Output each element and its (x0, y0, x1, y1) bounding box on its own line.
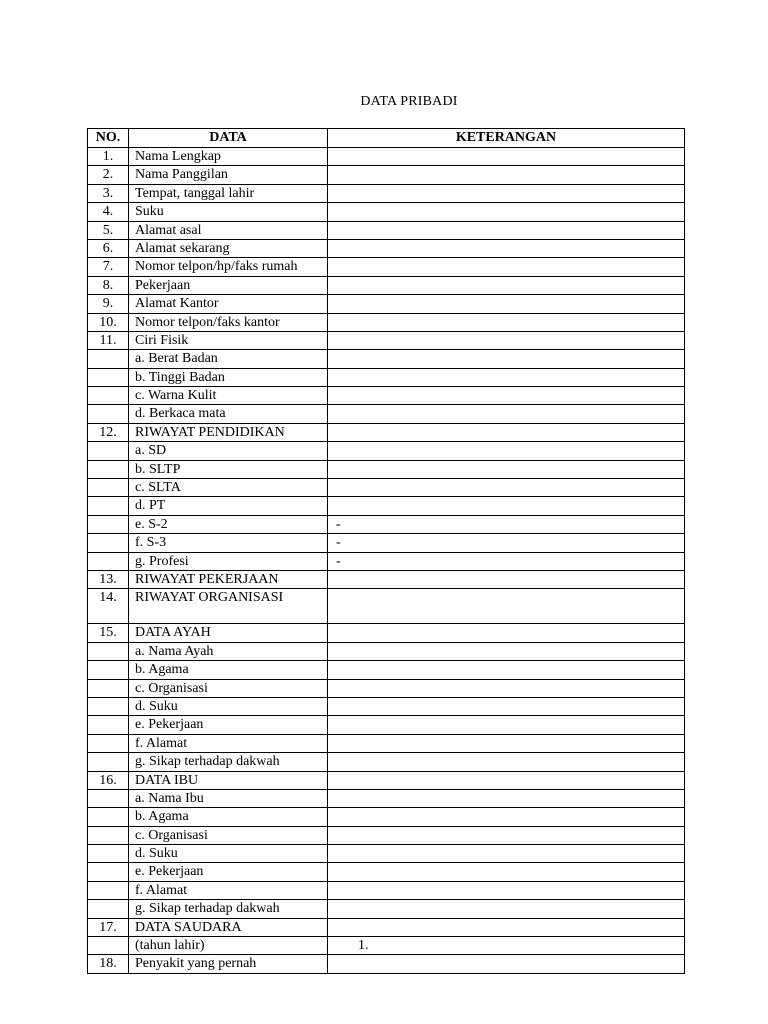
row-number (88, 679, 129, 697)
table-row (88, 258, 685, 276)
row-keterangan-field[interactable] (328, 753, 685, 771)
table-row (88, 166, 685, 184)
table-row (88, 881, 685, 899)
row-number (88, 716, 129, 734)
table-row (88, 239, 685, 257)
page-title: DATA PRIBADI (360, 94, 458, 109)
row-data-label: RIWAYAT PENDIDIKAN (129, 423, 328, 441)
row-data-label: b. Tinggi Badan (129, 368, 328, 386)
row-keterangan-field[interactable] (328, 900, 685, 918)
row-number: 6. (88, 239, 129, 257)
row-keterangan-field[interactable] (328, 276, 685, 294)
row-number: 15. (88, 624, 129, 642)
row-number (88, 479, 129, 497)
row-number (88, 863, 129, 881)
table-row (88, 203, 685, 221)
data-pribadi-table (87, 128, 685, 974)
table-row (88, 642, 685, 660)
row-number (88, 808, 129, 826)
row-data-label: d. PT (129, 497, 328, 515)
row-data-label: RIWAYAT ORGANISASI (129, 589, 328, 624)
table-row (88, 826, 685, 844)
row-number (88, 753, 129, 771)
row-keterangan-field[interactable] (328, 203, 685, 221)
table-row (88, 808, 685, 826)
row-data-label: e. S-2 (129, 515, 328, 533)
row-data-label: DATA IBU (129, 771, 328, 789)
row-keterangan-field[interactable] (328, 442, 685, 460)
header-keterangan: KETERANGAN (328, 129, 685, 148)
row-keterangan-field[interactable] (328, 350, 685, 368)
table-row (88, 697, 685, 715)
row-data-label: g. Sikap terhadap dakwah (129, 753, 328, 771)
row-number: 8. (88, 276, 129, 294)
row-number (88, 497, 129, 515)
row-number: 5. (88, 221, 129, 239)
row-data-label: Nama Panggilan (129, 166, 328, 184)
row-data-label: g. Sikap terhadap dakwah (129, 900, 328, 918)
row-keterangan-field[interactable] (328, 313, 685, 331)
row-keterangan-field[interactable] (328, 387, 685, 405)
row-data-label: c. Warna Kulit (129, 387, 328, 405)
row-keterangan-field[interactable] (328, 863, 685, 881)
table-row (88, 771, 685, 789)
row-keterangan-field[interactable] (328, 845, 685, 863)
row-number (88, 442, 129, 460)
row-data-label: (tahun lahir) (129, 937, 328, 955)
row-keterangan-field[interactable] (328, 148, 685, 166)
table-row (88, 734, 685, 752)
row-data-label: Nomor telpon/hp/faks rumah (129, 258, 328, 276)
table-row (88, 845, 685, 863)
row-keterangan-field[interactable] (328, 789, 685, 807)
row-keterangan-field[interactable] (328, 423, 685, 441)
table-row (88, 515, 685, 533)
row-keterangan-field[interactable] (328, 221, 685, 239)
row-data-label: f. Alamat (129, 734, 328, 752)
row-number: 11. (88, 331, 129, 349)
table-row (88, 460, 685, 478)
row-number: 14. (88, 589, 129, 624)
row-keterangan-field[interactable] (328, 184, 685, 202)
table-row (88, 937, 685, 955)
table-row (88, 387, 685, 405)
row-keterangan-field[interactable] (328, 771, 685, 789)
row-number (88, 697, 129, 715)
row-number: 16. (88, 771, 129, 789)
table-row (88, 368, 685, 386)
row-keterangan-field[interactable] (328, 570, 685, 588)
header-data: DATA (129, 129, 328, 148)
table-row (88, 534, 685, 552)
row-keterangan-field[interactable] (328, 808, 685, 826)
row-data-label: DATA AYAH (129, 624, 328, 642)
row-keterangan-field[interactable] (328, 405, 685, 423)
row-data-label: b. SLTP (129, 460, 328, 478)
row-keterangan-field[interactable] (328, 826, 685, 844)
row-data-label: Suku (129, 203, 328, 221)
row-number: 1. (88, 148, 129, 166)
row-number (88, 405, 129, 423)
row-data-label: DATA SAUDARA (129, 918, 328, 936)
row-data-label: Ciri Fisik (129, 331, 328, 349)
row-number (88, 387, 129, 405)
table-row (88, 331, 685, 349)
table-row (88, 679, 685, 697)
row-keterangan-field[interactable] (328, 295, 685, 313)
row-keterangan-field[interactable] (328, 166, 685, 184)
row-data-label: Nomor telpon/faks kantor (129, 313, 328, 331)
row-number (88, 534, 129, 552)
row-number (88, 826, 129, 844)
header-no: NO. (88, 129, 129, 148)
row-number (88, 515, 129, 533)
row-number: 2. (88, 166, 129, 184)
row-data-label: Penyakit yang pernah (129, 955, 328, 973)
table-row (88, 552, 685, 570)
row-number: 18. (88, 955, 129, 973)
row-keterangan-field[interactable]: - (328, 534, 685, 552)
table-row (88, 479, 685, 497)
table-row (88, 276, 685, 294)
row-data-label: b. Agama (129, 808, 328, 826)
table-row (88, 423, 685, 441)
row-keterangan-field[interactable]: - (328, 515, 685, 533)
row-number: 13. (88, 570, 129, 588)
row-number: 7. (88, 258, 129, 276)
row-keterangan-field[interactable] (328, 955, 685, 973)
row-data-label: d. Suku (129, 697, 328, 715)
row-data-label: f. Alamat (129, 881, 328, 899)
row-data-label: c. Organisasi (129, 679, 328, 697)
table-row (88, 184, 685, 202)
row-data-label: a. Nama Ayah (129, 642, 328, 660)
row-keterangan-field[interactable] (328, 258, 685, 276)
row-number (88, 368, 129, 386)
row-data-label: a. SD (129, 442, 328, 460)
row-data-label: Pekerjaan (129, 276, 328, 294)
row-number (88, 350, 129, 368)
table-row (88, 918, 685, 936)
row-data-label: e. Pekerjaan (129, 863, 328, 881)
row-number (88, 734, 129, 752)
table-header-row (88, 129, 685, 148)
row-data-label: d. Berkaca mata (129, 405, 328, 423)
row-number: 3. (88, 184, 129, 202)
row-keterangan-field[interactable] (328, 368, 685, 386)
table-row (88, 442, 685, 460)
row-keterangan-field[interactable] (328, 460, 685, 478)
table-row (88, 405, 685, 423)
row-number (88, 900, 129, 918)
row-data-label: Alamat asal (129, 221, 328, 239)
row-keterangan-field[interactable] (328, 661, 685, 679)
row-data-label: Nama Lengkap (129, 148, 328, 166)
table-row (88, 221, 685, 239)
table-row (88, 753, 685, 771)
row-keterangan-field[interactable] (328, 497, 685, 515)
table-row (88, 148, 685, 166)
row-number (88, 642, 129, 660)
row-number: 17. (88, 918, 129, 936)
row-keterangan-field[interactable] (328, 679, 685, 697)
row-data-label: Tempat, tanggal lahir (129, 184, 328, 202)
row-keterangan-field[interactable] (328, 479, 685, 497)
row-keterangan-field[interactable] (328, 716, 685, 734)
row-keterangan-field[interactable] (328, 624, 685, 642)
row-data-label: c. Organisasi (129, 826, 328, 844)
table-row (88, 295, 685, 313)
row-keterangan-field[interactable] (328, 734, 685, 752)
row-keterangan-field[interactable] (328, 918, 685, 936)
row-number (88, 881, 129, 899)
table-row (88, 589, 685, 624)
row-keterangan-field[interactable] (328, 331, 685, 349)
row-number (88, 661, 129, 679)
row-number: 12. (88, 423, 129, 441)
row-number (88, 552, 129, 570)
row-keterangan-field[interactable] (328, 239, 685, 257)
row-keterangan-field[interactable]: 1. (328, 937, 685, 955)
row-data-label: g. Profesi (129, 552, 328, 570)
row-data-label: a. Nama Ibu (129, 789, 328, 807)
table-row (88, 497, 685, 515)
row-number (88, 845, 129, 863)
table-row (88, 716, 685, 734)
row-number (88, 789, 129, 807)
row-number (88, 937, 129, 955)
row-number: 9. (88, 295, 129, 313)
row-data-label: c. SLTA (129, 479, 328, 497)
table-row (88, 624, 685, 642)
row-number (88, 460, 129, 478)
table-row (88, 313, 685, 331)
row-data-label: f. S-3 (129, 534, 328, 552)
row-data-label: d. Suku (129, 845, 328, 863)
row-data-label: e. Pekerjaan (129, 716, 328, 734)
row-keterangan-field[interactable] (328, 642, 685, 660)
row-data-label: Alamat Kantor (129, 295, 328, 313)
row-data-label: a. Berat Badan (129, 350, 328, 368)
table-row (88, 570, 685, 588)
row-number: 10. (88, 313, 129, 331)
table-row (88, 661, 685, 679)
row-keterangan-field[interactable]: - (328, 552, 685, 570)
row-keterangan-field[interactable] (328, 589, 685, 624)
row-number: 4. (88, 203, 129, 221)
table-row (88, 955, 685, 973)
table-row (88, 863, 685, 881)
table-row (88, 789, 685, 807)
row-data-label: b. Agama (129, 661, 328, 679)
row-data-label: Alamat sekarang (129, 239, 328, 257)
table-row (88, 350, 685, 368)
row-data-label: RIWAYAT PEKERJAAN (129, 570, 328, 588)
table-row (88, 900, 685, 918)
row-keterangan-field[interactable] (328, 697, 685, 715)
row-keterangan-field[interactable] (328, 881, 685, 899)
